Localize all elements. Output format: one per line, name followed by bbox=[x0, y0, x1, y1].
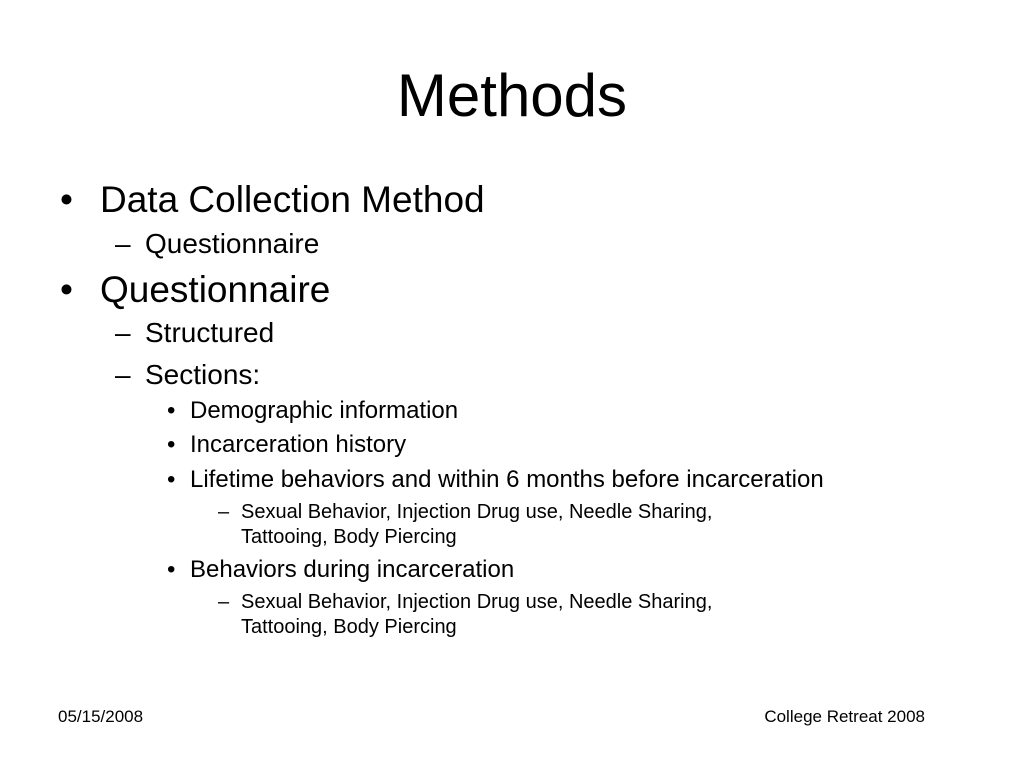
bullet-text: Behaviors during incarceration bbox=[190, 556, 515, 583]
footer-event: College Retreat 2008 bbox=[764, 707, 925, 726]
bullet-text: Sexual Behavior, Injection Drug use, Needle Sharing, bbox=[241, 591, 713, 613]
bullet-text-continuation: Tattooing, Body Piercing bbox=[241, 526, 457, 548]
bullet-marker: – bbox=[115, 359, 131, 390]
bullet-marker: – bbox=[218, 501, 230, 523]
bullet-text: Sections: bbox=[145, 359, 261, 390]
bullet-marker: • bbox=[167, 466, 176, 493]
bullet-text: Sexual Behavior, Injection Drug use, Needle Sharing, bbox=[241, 501, 713, 523]
slide-title: Methods bbox=[396, 62, 628, 129]
bullet-marker: • bbox=[167, 556, 176, 583]
bullet-marker: • bbox=[60, 179, 73, 220]
bullet-text-continuation: Tattooing, Body Piercing bbox=[241, 616, 457, 638]
bullet-marker: – bbox=[115, 228, 131, 259]
bullet-text: Demographic information bbox=[190, 397, 459, 424]
bullet-text: Lifetime behaviors and within 6 months before incarceration bbox=[190, 466, 824, 493]
bullet-marker: • bbox=[167, 431, 176, 458]
bullet-marker: • bbox=[60, 269, 73, 310]
bullet-marker: • bbox=[167, 397, 176, 424]
footer-date: 05/15/2008 bbox=[58, 707, 144, 726]
bullet-text: Incarceration history bbox=[190, 431, 407, 458]
bullet-text: Questionnaire bbox=[100, 269, 331, 310]
bullet-text: Questionnaire bbox=[145, 228, 320, 259]
bullet-marker: – bbox=[115, 317, 131, 348]
bullet-text: Structured bbox=[145, 317, 275, 348]
bullet-marker: – bbox=[218, 591, 230, 613]
bullet-text: Data Collection Method bbox=[100, 179, 485, 220]
